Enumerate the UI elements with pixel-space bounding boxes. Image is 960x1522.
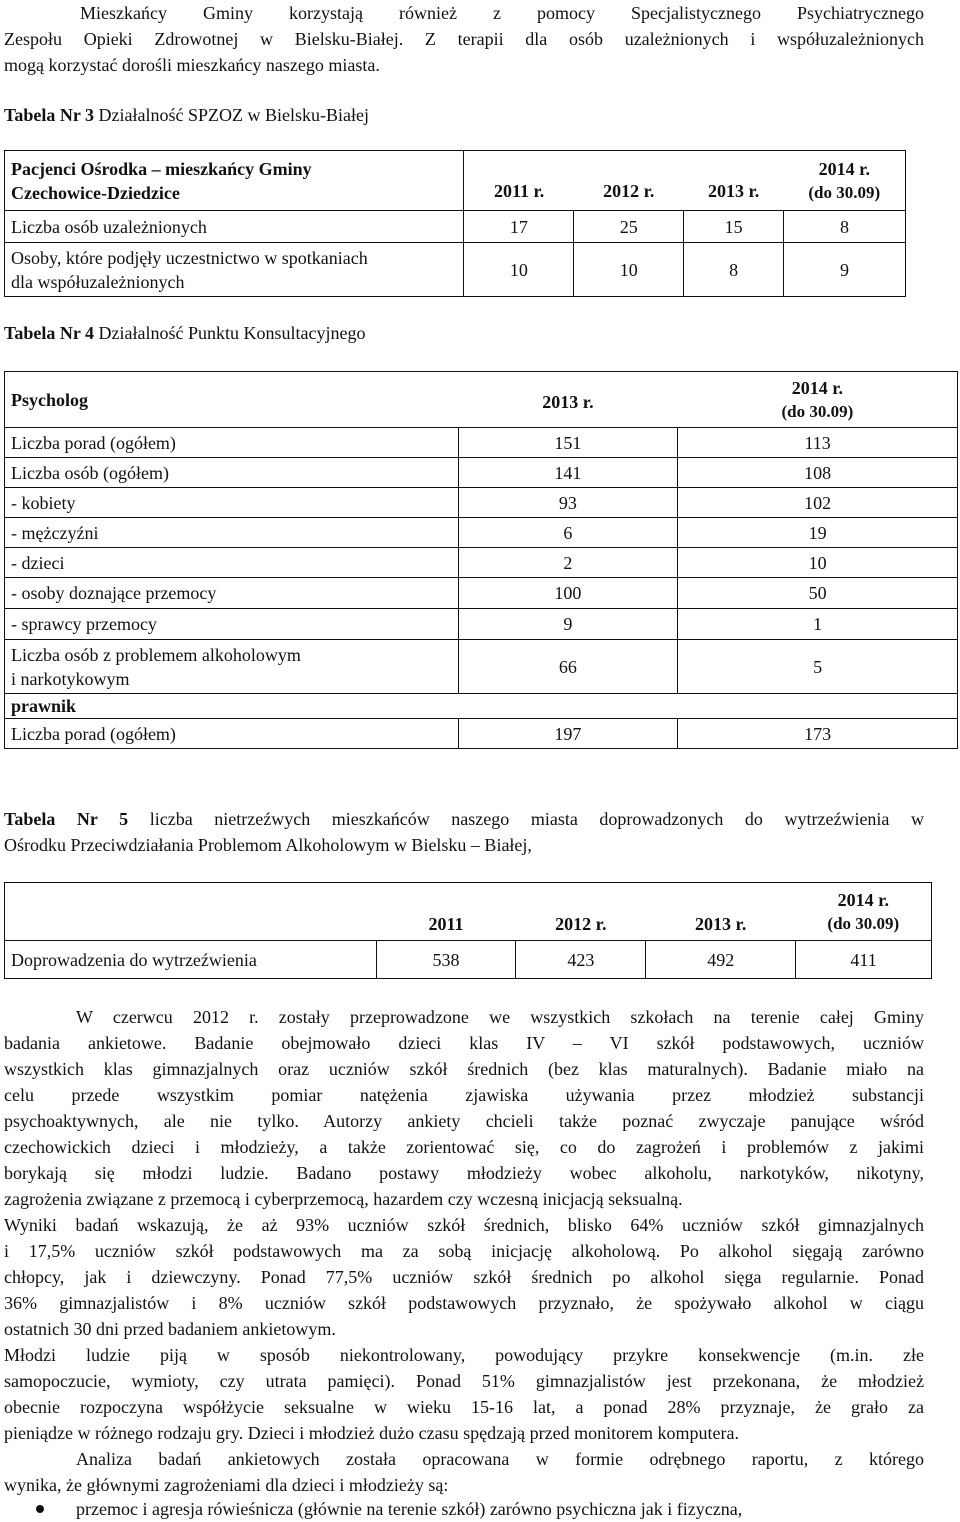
table3-caption-text: Działalność SPZOZ w Bielsku-Białej [94, 105, 369, 125]
body-p4-line2: wynika, że głównymi zagrożeniami dla dzieci i młodzieży są: [4, 1475, 449, 1495]
bullet-item-1: przemoc i agresja rówieśnicza (głównie na terenie szkół) zarówno psychiczna jak i fizyczna, [76, 1499, 743, 1519]
table4-cell: 5 [678, 640, 958, 694]
table3-cell: 8 [684, 243, 784, 297]
table4-row-label: - dzieci [5, 548, 459, 578]
body-p1-line6: czechowickich dzieci i młodzieży, a także zorientować się, co do zagrożeń i problemów z jakimi [4, 1137, 924, 1157]
table4-cell: 66 [458, 640, 678, 694]
table3-header-row [5, 151, 906, 211]
table3-cell: 10 [464, 243, 574, 297]
table4-row-label: - sprawcy przemocy [5, 609, 459, 640]
body-p1-line3: wszystkich klas gimnazjalnych oraz uczniów szkół średnich (bez klas maturalnych). Badanie miało na [4, 1059, 924, 1079]
table3-year-2014: 2014 r. (do 30.09) [784, 151, 906, 211]
table4-row-label: Liczba osób (ogółem) [5, 458, 459, 488]
table5-header-blank [5, 883, 377, 941]
body-p3-line3: obecnie rozpoczyna współżycie seksualne w wieku 15-16 lat, a ponad 28% przyznaje, że grało za [4, 1397, 924, 1417]
table5-cell: 538 [376, 941, 516, 979]
table4-cell: 6 [458, 518, 678, 548]
table5-caption-number: Tabela Nr 5 [4, 809, 129, 829]
table3 [4, 150, 906, 297]
body-p2-line5: ostatnich 30 dni przed badaniem ankietowym. [4, 1319, 336, 1339]
table4-year-2013: 2013 r. [458, 372, 678, 428]
intro-line-3: mogą korzystać dorośli mieszkańcy naszego miasta. [4, 55, 380, 75]
table-row [5, 578, 958, 609]
table-row [5, 243, 906, 297]
table4-alcohol-label-line2: i narkotykowym [11, 668, 130, 689]
table3-cell: 10 [574, 243, 684, 297]
table3-row2-label-line2: dla współuzależnionych [11, 271, 185, 292]
table3-caption-number: Tabela Nr 3 [4, 105, 95, 125]
table3-year-2012: 2012 r. [574, 151, 684, 211]
table3-cell: 9 [784, 243, 906, 297]
table4-cell: 100 [458, 578, 678, 609]
table5-year-2013: 2013 r. [646, 883, 796, 941]
table4-cell: 9 [458, 609, 678, 640]
body-p1-line4: celu przede wszystkim pomiar natężenia zjawiska używania przez młodzież substancji [4, 1085, 924, 1105]
table4 [4, 371, 958, 749]
table3-row2-label-line1: Osoby, które podjęły uczestnictwo w spotkaniach [11, 247, 368, 268]
table5-year-2012: 2012 r. [516, 883, 646, 941]
table4-alcohol-label [5, 640, 459, 694]
table5-caption-line2: Ośrodku Przeciwdziałania Problemom Alkoholowym w Bielsku – Białej, [4, 835, 532, 855]
table5-cell: 411 [796, 941, 932, 979]
table4-cell: 1 [678, 609, 958, 640]
table4-caption-number: Tabela Nr 4 [4, 323, 95, 343]
table4-cell: 19 [678, 518, 958, 548]
body-p1-line5: psychoaktywnych, ale nie tylko. Autorzy ankiety chcieli także poznać zwyczaje panujące wśród [4, 1111, 924, 1131]
table4-cell: 173 [678, 719, 958, 749]
table4-section-row [5, 694, 958, 719]
table3-row1-label: Liczba osób uzależnionych [5, 211, 464, 243]
table4-cell: 141 [458, 458, 678, 488]
table-row [5, 640, 958, 694]
table4-cell: 108 [678, 458, 958, 488]
table5-cell: 423 [516, 941, 646, 979]
table3-year-2013: 2013 r. [684, 151, 784, 211]
body-p2-line4: 36% gimnazjalistów i 8% uczniów szkół podstawowych przyznało, że spożywało alkohol w ciągu [4, 1293, 924, 1313]
table-row [5, 548, 958, 578]
body-p1-line1: W czerwcu 2012 r. zostały przeprowadzone we wszystkich szkołach na terenie całej Gminy [76, 1007, 924, 1027]
table5-cell: 492 [646, 941, 796, 979]
table4-lawyer-label: Liczba porad (ogółem) [5, 719, 459, 749]
body-p1-line7: borykają się młodzi ludzie. Badano postawy młodzieży wobec alkoholu, narkotyków, nikotyny, [4, 1163, 924, 1183]
table4-section-psycholog: Psycholog [5, 372, 459, 428]
table-row [5, 488, 958, 518]
table3-header-label [5, 151, 464, 211]
table-row [5, 518, 958, 548]
body-p3-line1: Młodzi ludzie piją w sposób niekontrolowany, powodujący przykre konsekwencje (m.in. złe [4, 1345, 924, 1365]
body-p3-line4: pieniądze w różnego rodzaju gry. Dzieci i młodzież dużo czasu spędzają przed monitorem komputera. [4, 1423, 740, 1443]
table4-row-label: - kobiety [5, 488, 459, 518]
table5-caption-text: liczba nietrzeźwych mieszkańców naszego miasta doprowadzonych do wytrzeźwienia w [128, 809, 924, 829]
table-row [5, 428, 958, 458]
table4-year-2014: 2014 r. (do 30.09) [678, 372, 958, 428]
body-p2-line2: i 17,5% uczniów szkół podstawowych ma za sobą inicjację alkoholową. Po alkohol sięgają zarówno [4, 1241, 924, 1261]
table4-row-label: Liczba porad (ogółem) [5, 428, 459, 458]
table3-cell: 17 [464, 211, 574, 243]
body-p4-line1: Analiza badań ankietowych została opracowana w formie odrębnego raportu, z którego [76, 1449, 924, 1469]
table5 [4, 882, 932, 979]
table4-cell: 151 [458, 428, 678, 458]
table3-header-label-line2: Czechowice-Dziedzice [11, 182, 180, 203]
table4-cell: 113 [678, 428, 958, 458]
table5-year-2011: 2011 [376, 883, 516, 941]
body-p3-line2: samopoczucie, wymioty, czy utrata pamięci). Ponad 51% gimnazjalistów jest przekonana, że młodzież [4, 1371, 924, 1391]
table4-row-label: - osoby doznające przemocy [5, 578, 459, 609]
table3-year-2011: 2011 r. [464, 151, 574, 211]
table-row [5, 211, 906, 243]
body-p2-line1: Wyniki badań wskazują, że aż 93% uczniów szkół średnich, blisko 64% uczniów szkół gimnazjalnych [4, 1215, 924, 1235]
bullet-icon [36, 1505, 44, 1513]
table4-caption-text: Działalność Punktu Konsultacyjnego [94, 323, 366, 343]
table-row [5, 609, 958, 640]
table4-cell: 102 [678, 488, 958, 518]
body-p2-line3: chłopcy, jak i dziewczyny. Ponad 77,5% uczniów szkół średnich po alkohol sięga regularnie. Ponad [4, 1267, 924, 1287]
table3-cell: 8 [784, 211, 906, 243]
table3-header-label-line1: Pacjenci Ośrodka – mieszkańcy Gminy [11, 158, 312, 179]
body-p1-line8: zagrożenia związane z przemocą i cyberprzemocą, hazardem czy wczesną inicjacją seksualną. [4, 1189, 683, 1209]
table5-caption-line1 [4, 806, 924, 832]
table4-cell: 2 [458, 548, 678, 578]
table4-row-label: - mężczyźni [5, 518, 459, 548]
table4-section-prawnik: prawnik [5, 694, 958, 719]
table-row [5, 458, 958, 488]
table4-header-row [5, 372, 958, 428]
table4-cell: 197 [458, 719, 678, 749]
table4-cell: 10 [678, 548, 958, 578]
table4-cell: 93 [458, 488, 678, 518]
table5-year-2014: 2014 r. (do 30.09) [796, 883, 932, 941]
table3-cell: 15 [684, 211, 784, 243]
table3-row2-label [5, 243, 464, 297]
table4-cell: 50 [678, 578, 958, 609]
table-row [5, 941, 932, 979]
table4-caption [4, 320, 365, 346]
table5-row-label: Doprowadzenia do wytrzeźwienia [5, 941, 377, 979]
table5-header-row [5, 883, 932, 941]
intro-line-1: Mieszkańcy Gminy korzystają również z pomocy Specjalistycznego Psychiatrycznego [80, 3, 924, 23]
table-row [5, 719, 958, 749]
table3-cell: 25 [574, 211, 684, 243]
table4-alcohol-label-line1: Liczba osób z problemem alkoholowym [11, 644, 301, 665]
body-p1-line2: badania ankietowe. Badanie obejmowało dzieci klas IV – VI szkół podstawowych, uczniów [4, 1033, 924, 1053]
table3-caption [4, 102, 369, 128]
intro-line-2: Zespołu Opieki Zdrowotnej w Bielsku-Białej. Z terapii dla osób uzależnionych i współuzależnionych [4, 29, 924, 49]
